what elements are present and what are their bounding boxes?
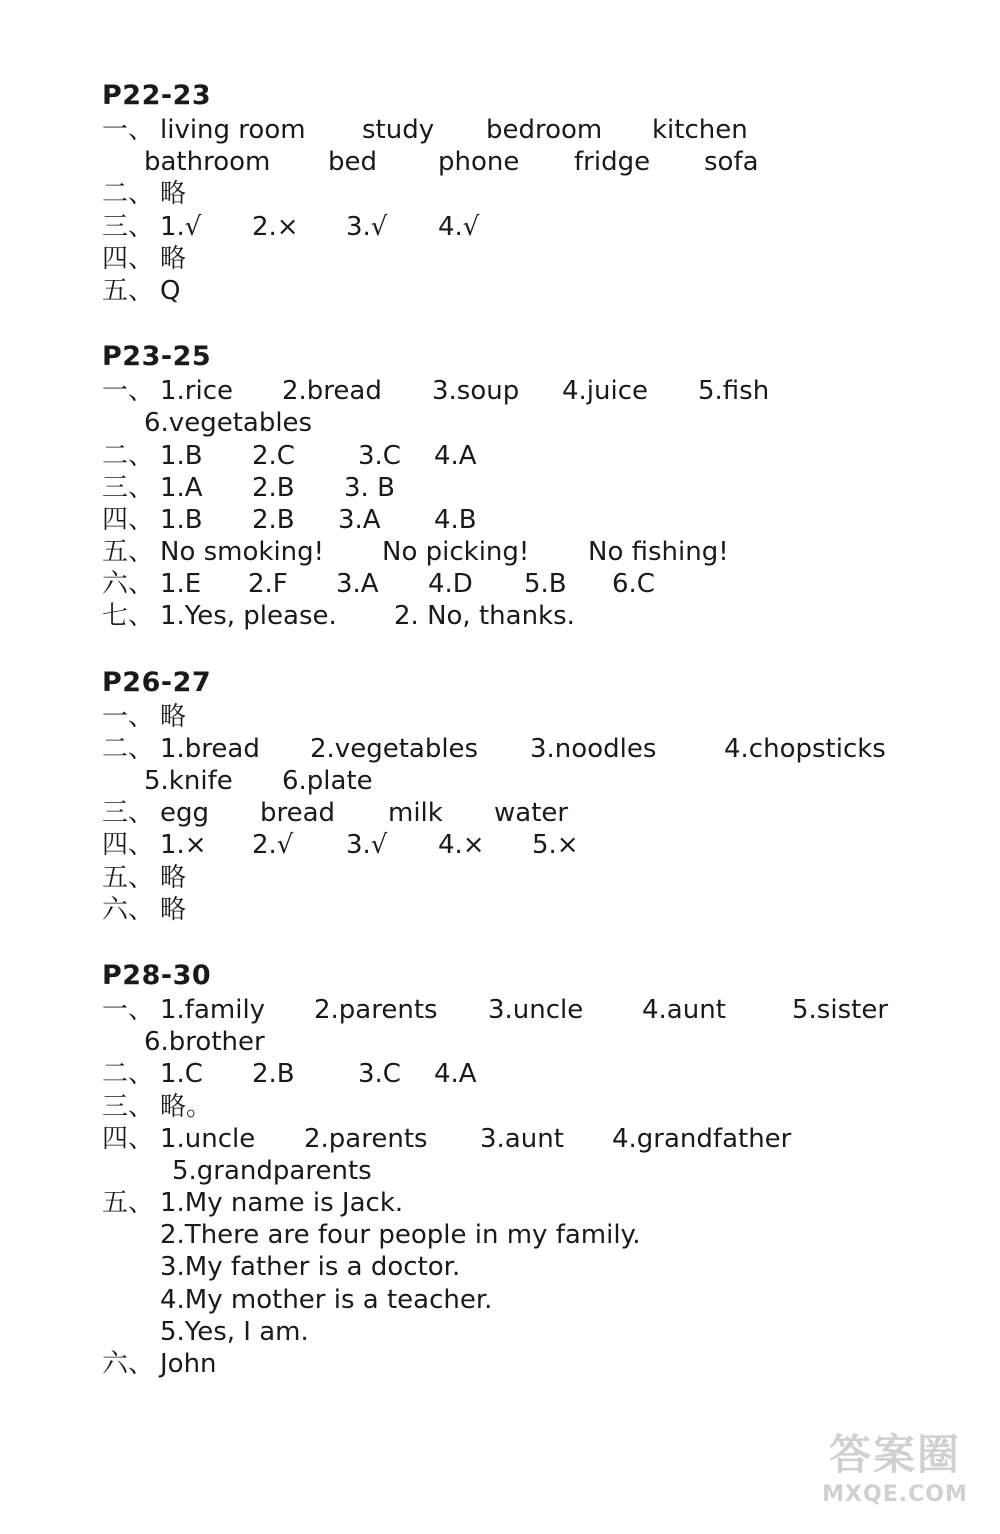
answer-item: 略 bbox=[160, 862, 187, 893]
answer-item: 2.parents bbox=[304, 1123, 428, 1154]
answer-item: 4.D bbox=[428, 569, 473, 600]
question-number-label: 一、 bbox=[102, 376, 155, 407]
question-number-label: 四、 bbox=[102, 243, 155, 274]
answer-item: living room bbox=[160, 115, 306, 145]
answer-item: 3.√ bbox=[346, 211, 388, 242]
answer-item: 1.√ bbox=[160, 211, 202, 242]
section-heading: P22-23 bbox=[102, 80, 212, 111]
answer-item: 5.fish bbox=[698, 376, 770, 407]
answer-line bbox=[102, 211, 982, 243]
question-number-label: 三、 bbox=[102, 1091, 155, 1122]
answer-item: milk bbox=[388, 798, 443, 829]
answer-item: 1.A bbox=[160, 472, 203, 503]
answer-item: 3.√ bbox=[346, 830, 388, 861]
answer-key-page bbox=[102, 80, 982, 1414]
answer-item: bathroom bbox=[144, 147, 271, 178]
answer-line bbox=[102, 146, 982, 178]
section-heading: P23-25 bbox=[102, 341, 212, 373]
question-number-label: 二、 bbox=[102, 440, 155, 471]
answer-line bbox=[102, 994, 982, 1026]
answer-item: 5.B bbox=[524, 569, 567, 600]
answer-line bbox=[102, 178, 982, 210]
answer-line bbox=[102, 829, 982, 861]
answer-item: 4.My mother is a teacher. bbox=[160, 1284, 493, 1315]
answer-item: 6.vegetables bbox=[144, 408, 313, 439]
answer-item: 4.A bbox=[434, 440, 477, 471]
answer-item: 1.My name is Jack. bbox=[160, 1188, 404, 1219]
question-number-label: 六、 bbox=[102, 894, 155, 925]
question-number-label: 二、 bbox=[102, 1059, 155, 1090]
answer-line bbox=[102, 765, 982, 797]
question-number-label: 五、 bbox=[102, 1188, 155, 1219]
answer-line bbox=[102, 114, 982, 146]
answer-item: 1.family bbox=[160, 994, 266, 1025]
answer-item: 6.brother bbox=[144, 1027, 265, 1058]
watermark-site-text: MXQE.COM bbox=[822, 1482, 968, 1507]
answer-item: No smoking! bbox=[160, 537, 325, 568]
question-number-label: 五、 bbox=[102, 275, 155, 306]
answer-section bbox=[102, 960, 982, 1380]
answer-line bbox=[102, 1091, 982, 1123]
answer-item: 5.Yes, I am. bbox=[160, 1316, 309, 1347]
answer-item: 5.× bbox=[532, 830, 579, 861]
answer-line bbox=[102, 733, 982, 765]
answer-item: bread bbox=[260, 798, 336, 829]
answer-section bbox=[102, 341, 982, 633]
answer-item: No fishing! bbox=[588, 537, 729, 568]
question-number-label: 二、 bbox=[102, 179, 155, 210]
answer-item: 2.B bbox=[252, 504, 295, 535]
question-number-label: 四、 bbox=[102, 504, 155, 535]
answer-item: 6.plate bbox=[282, 766, 373, 796]
answer-item: 4.A bbox=[434, 1059, 477, 1090]
answer-line bbox=[102, 1026, 982, 1058]
question-number-label: 四、 bbox=[102, 1123, 155, 1154]
answer-line bbox=[102, 568, 982, 600]
answer-item: 3.A bbox=[338, 504, 381, 535]
answer-item: 3.aunt bbox=[480, 1123, 564, 1154]
answer-item: 1.rice bbox=[160, 376, 234, 407]
answer-item: John bbox=[160, 1349, 217, 1379]
answer-line bbox=[102, 1348, 982, 1380]
answer-item: 1.Yes, please. bbox=[160, 601, 337, 632]
question-number-label: 六、 bbox=[102, 569, 155, 600]
answer-item: 略 bbox=[160, 243, 187, 274]
question-number-label: 七、 bbox=[102, 601, 155, 632]
answer-line bbox=[102, 375, 982, 407]
answer-item: 2. No, thanks. bbox=[394, 601, 575, 632]
answer-item: 1.E bbox=[160, 569, 202, 600]
question-number-label: 一、 bbox=[102, 115, 155, 145]
question-number-label: 三、 bbox=[102, 211, 155, 242]
watermark-logo-text: 答案圈 bbox=[828, 1430, 961, 1479]
answer-item: 3.My father is a doctor. bbox=[160, 1252, 461, 1283]
answer-item: bedroom bbox=[486, 115, 603, 145]
answer-item: 略。 bbox=[160, 1091, 213, 1122]
answer-item: 3. B bbox=[344, 472, 395, 503]
answer-section bbox=[102, 80, 982, 307]
answer-line bbox=[102, 1251, 982, 1283]
answer-item: phone bbox=[438, 147, 520, 178]
answer-line bbox=[102, 1219, 982, 1251]
answer-item: 4.chopsticks bbox=[724, 733, 886, 764]
answer-item: 略 bbox=[160, 701, 187, 732]
answer-line bbox=[102, 440, 982, 472]
answer-item: 4.grandfather bbox=[612, 1123, 792, 1154]
answer-line bbox=[102, 243, 982, 275]
answer-item: 5.sister bbox=[792, 994, 889, 1025]
answer-item: Q bbox=[160, 275, 181, 306]
question-number-label: 一、 bbox=[102, 701, 155, 732]
answer-line bbox=[102, 1187, 982, 1219]
answer-line bbox=[102, 701, 982, 733]
answer-item: 3.A bbox=[336, 569, 379, 600]
answer-item: 2.parents bbox=[314, 994, 438, 1025]
answer-item: bed bbox=[328, 147, 378, 178]
answer-line bbox=[102, 600, 982, 632]
answer-line bbox=[102, 894, 982, 926]
answer-line bbox=[102, 536, 982, 568]
answer-item: 4.× bbox=[438, 830, 485, 861]
answer-item: 3.noodles bbox=[530, 733, 657, 764]
question-number-label: 六、 bbox=[102, 1349, 155, 1379]
answer-item: 4.juice bbox=[562, 376, 649, 407]
answer-item: 4.√ bbox=[438, 211, 480, 242]
answer-item: 2.bread bbox=[282, 376, 382, 407]
answer-item: 3.uncle bbox=[488, 994, 584, 1025]
answer-item: 2.There are four people in my family. bbox=[160, 1220, 641, 1251]
answer-item: sofa bbox=[704, 147, 759, 178]
question-number-label: 五、 bbox=[102, 862, 155, 893]
answer-line bbox=[102, 275, 982, 307]
section-heading: P26-27 bbox=[102, 666, 212, 698]
question-number-label: 三、 bbox=[102, 472, 155, 503]
answer-item: 5.grandparents bbox=[172, 1155, 372, 1186]
answer-line bbox=[102, 1123, 982, 1155]
answer-line bbox=[102, 797, 982, 829]
watermark bbox=[800, 1428, 990, 1528]
answer-item: 略 bbox=[160, 894, 187, 925]
answer-item: 5.knife bbox=[144, 766, 233, 796]
answer-item: 2.F bbox=[248, 569, 288, 600]
answer-item: 1.C bbox=[160, 1059, 203, 1090]
answer-item: 2.vegetables bbox=[310, 733, 479, 764]
answer-item: fridge bbox=[574, 147, 651, 178]
answer-section bbox=[102, 667, 982, 926]
answer-item: 2.√ bbox=[252, 830, 294, 861]
question-number-label: 三、 bbox=[102, 798, 155, 829]
answer-item: 1.bread bbox=[160, 733, 260, 764]
question-number-label: 四、 bbox=[102, 830, 155, 861]
answer-line bbox=[102, 1316, 982, 1348]
answer-item: 4.B bbox=[434, 504, 477, 535]
section-heading: P28-30 bbox=[102, 959, 212, 991]
answer-line bbox=[102, 504, 982, 536]
answer-line bbox=[102, 472, 982, 504]
answer-item: 1.uncle bbox=[160, 1123, 256, 1154]
answer-item: 1.B bbox=[160, 440, 203, 471]
answer-item: 1.× bbox=[160, 830, 207, 861]
answer-line bbox=[102, 407, 982, 439]
answer-item: study bbox=[362, 115, 435, 145]
answer-item: water bbox=[494, 798, 569, 829]
answer-item: 2.B bbox=[252, 1059, 295, 1090]
answer-item: 3.C bbox=[358, 440, 401, 471]
answer-item: kitchen bbox=[652, 115, 748, 145]
answer-line bbox=[102, 862, 982, 894]
answer-item: 4.aunt bbox=[642, 994, 726, 1025]
answer-item: 3.soup bbox=[432, 376, 520, 407]
answer-item: 6.C bbox=[612, 569, 655, 600]
answer-item: 1.B bbox=[160, 504, 203, 535]
answer-line bbox=[102, 1155, 982, 1187]
answer-item: No picking! bbox=[382, 537, 530, 568]
answer-item: 3.C bbox=[358, 1059, 401, 1090]
answer-item: 略 bbox=[160, 179, 187, 210]
answer-item: 2.B bbox=[252, 472, 295, 503]
answer-item: egg bbox=[160, 798, 210, 829]
answer-item: 2.C bbox=[252, 440, 295, 471]
answer-line bbox=[102, 1284, 982, 1316]
question-number-label: 五、 bbox=[102, 537, 155, 568]
answer-item: 2.× bbox=[252, 211, 299, 242]
question-number-label: 一、 bbox=[102, 994, 155, 1025]
answer-line bbox=[102, 1058, 982, 1090]
question-number-label: 二、 bbox=[102, 733, 155, 764]
